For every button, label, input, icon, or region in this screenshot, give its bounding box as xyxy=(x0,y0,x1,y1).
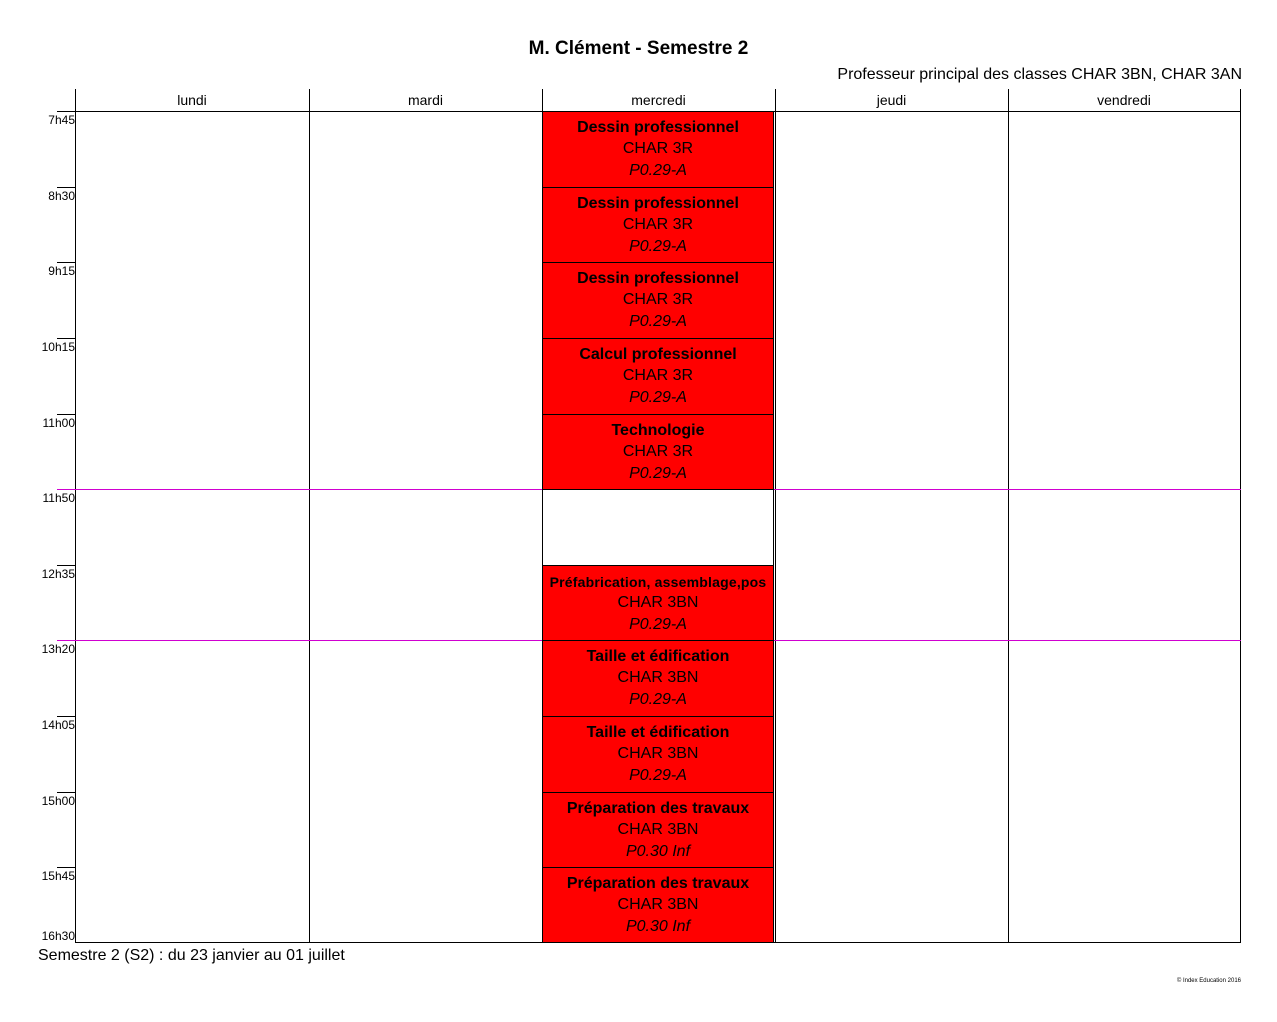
lesson-class: CHAR 3R xyxy=(622,367,694,384)
grid-line xyxy=(775,89,776,943)
time-label: 7h45 xyxy=(48,113,75,127)
lesson-class: CHAR 3R xyxy=(622,216,694,233)
time-label: 15h45 xyxy=(41,869,75,883)
lesson-block[interactable] xyxy=(542,716,774,793)
time-tick xyxy=(57,262,75,263)
day-header-lundi: lundi xyxy=(177,92,207,108)
lesson-subject: Technologie xyxy=(611,422,705,439)
lesson-block[interactable] xyxy=(542,111,774,188)
lesson-class: CHAR 3BN xyxy=(617,594,699,611)
lesson-room: P0.29-A xyxy=(629,162,687,179)
lesson-room: P0.30 Inf xyxy=(625,918,691,935)
lesson-room: P0.29-A xyxy=(629,691,687,708)
lesson-room: P0.29-A xyxy=(629,313,687,330)
lesson-subject: Dessin professionnel xyxy=(577,119,739,136)
lesson-room: P0.29-A xyxy=(629,616,687,633)
lesson-class: CHAR 3BN xyxy=(617,896,699,913)
lesson-class: CHAR 3R xyxy=(622,291,694,308)
day-header-vendredi: vendredi xyxy=(1097,92,1151,108)
time-label: 9h15 xyxy=(48,264,75,278)
day-header-jeudi: jeudi xyxy=(876,92,907,108)
lesson-room: P0.29-A xyxy=(629,238,687,255)
time-label: 8h30 xyxy=(48,189,75,203)
lesson-block[interactable] xyxy=(542,792,774,868)
lesson-class: CHAR 3BN xyxy=(617,821,699,838)
time-label: 11h50 xyxy=(42,491,75,505)
time-tick xyxy=(57,111,75,112)
lesson-room: P0.30 Inf xyxy=(625,843,691,860)
time-tick xyxy=(57,716,75,717)
lesson-room: P0.29-A xyxy=(629,465,687,482)
time-tick xyxy=(57,338,75,339)
lesson-room: P0.29-A xyxy=(629,767,687,784)
time-tick xyxy=(57,867,75,868)
lesson-subject: Taille et édification xyxy=(586,648,730,665)
lesson-block[interactable] xyxy=(542,414,774,490)
lesson-subject: Préparation des travaux xyxy=(566,875,750,892)
time-tick xyxy=(57,565,75,566)
lesson-subject: Préfabrication, assemblage,pos xyxy=(549,574,767,590)
time-label: 12h35 xyxy=(41,567,75,581)
free-slot xyxy=(542,489,774,566)
lesson-class: CHAR 3BN xyxy=(617,669,699,686)
time-label: 11h00 xyxy=(42,416,75,430)
time-label: 13h20 xyxy=(41,642,75,656)
time-label: 16h30 xyxy=(41,929,75,943)
lesson-block[interactable] xyxy=(542,867,774,943)
lesson-subject: Taille et édification xyxy=(586,724,730,741)
grid-line xyxy=(1240,89,1241,943)
lesson-subject: Préparation des travaux xyxy=(566,800,750,817)
time-tick xyxy=(57,414,75,415)
time-label: 10h15 xyxy=(41,340,75,354)
grid-line xyxy=(75,89,76,943)
page-subtitle: Professeur principal des classes CHAR 3BN, CHAR 3AN xyxy=(837,66,1242,83)
time-tick xyxy=(57,187,75,188)
grid-line xyxy=(309,89,310,943)
lesson-block[interactable] xyxy=(542,262,774,339)
lesson-class: CHAR 3BN xyxy=(617,745,699,762)
time-label: 15h00 xyxy=(41,794,75,808)
page-title: M. Clément - Semestre 2 xyxy=(528,38,749,59)
lesson-block[interactable] xyxy=(542,565,774,641)
semester-footer: Semestre 2 (S2) : du 23 janvier au 01 juillet xyxy=(38,947,345,964)
lesson-subject: Dessin professionnel xyxy=(577,270,739,287)
lesson-block[interactable] xyxy=(542,338,774,415)
lesson-class: CHAR 3R xyxy=(622,140,694,157)
lesson-class: CHAR 3R xyxy=(622,443,694,460)
lesson-subject: Calcul professionnel xyxy=(579,346,737,363)
lesson-subject: Dessin professionnel xyxy=(577,195,739,212)
lesson-block[interactable] xyxy=(542,187,774,263)
lesson-room: P0.29-A xyxy=(629,389,687,406)
day-header-mercredi: mercredi xyxy=(631,92,686,108)
grid-line xyxy=(1008,89,1009,943)
day-header-mardi: mardi xyxy=(407,92,443,108)
time-tick xyxy=(57,792,75,793)
copyright-notice: © Index Education 2016 xyxy=(1176,978,1241,984)
time-label: 14h05 xyxy=(41,718,75,732)
lesson-block[interactable] xyxy=(542,640,774,717)
